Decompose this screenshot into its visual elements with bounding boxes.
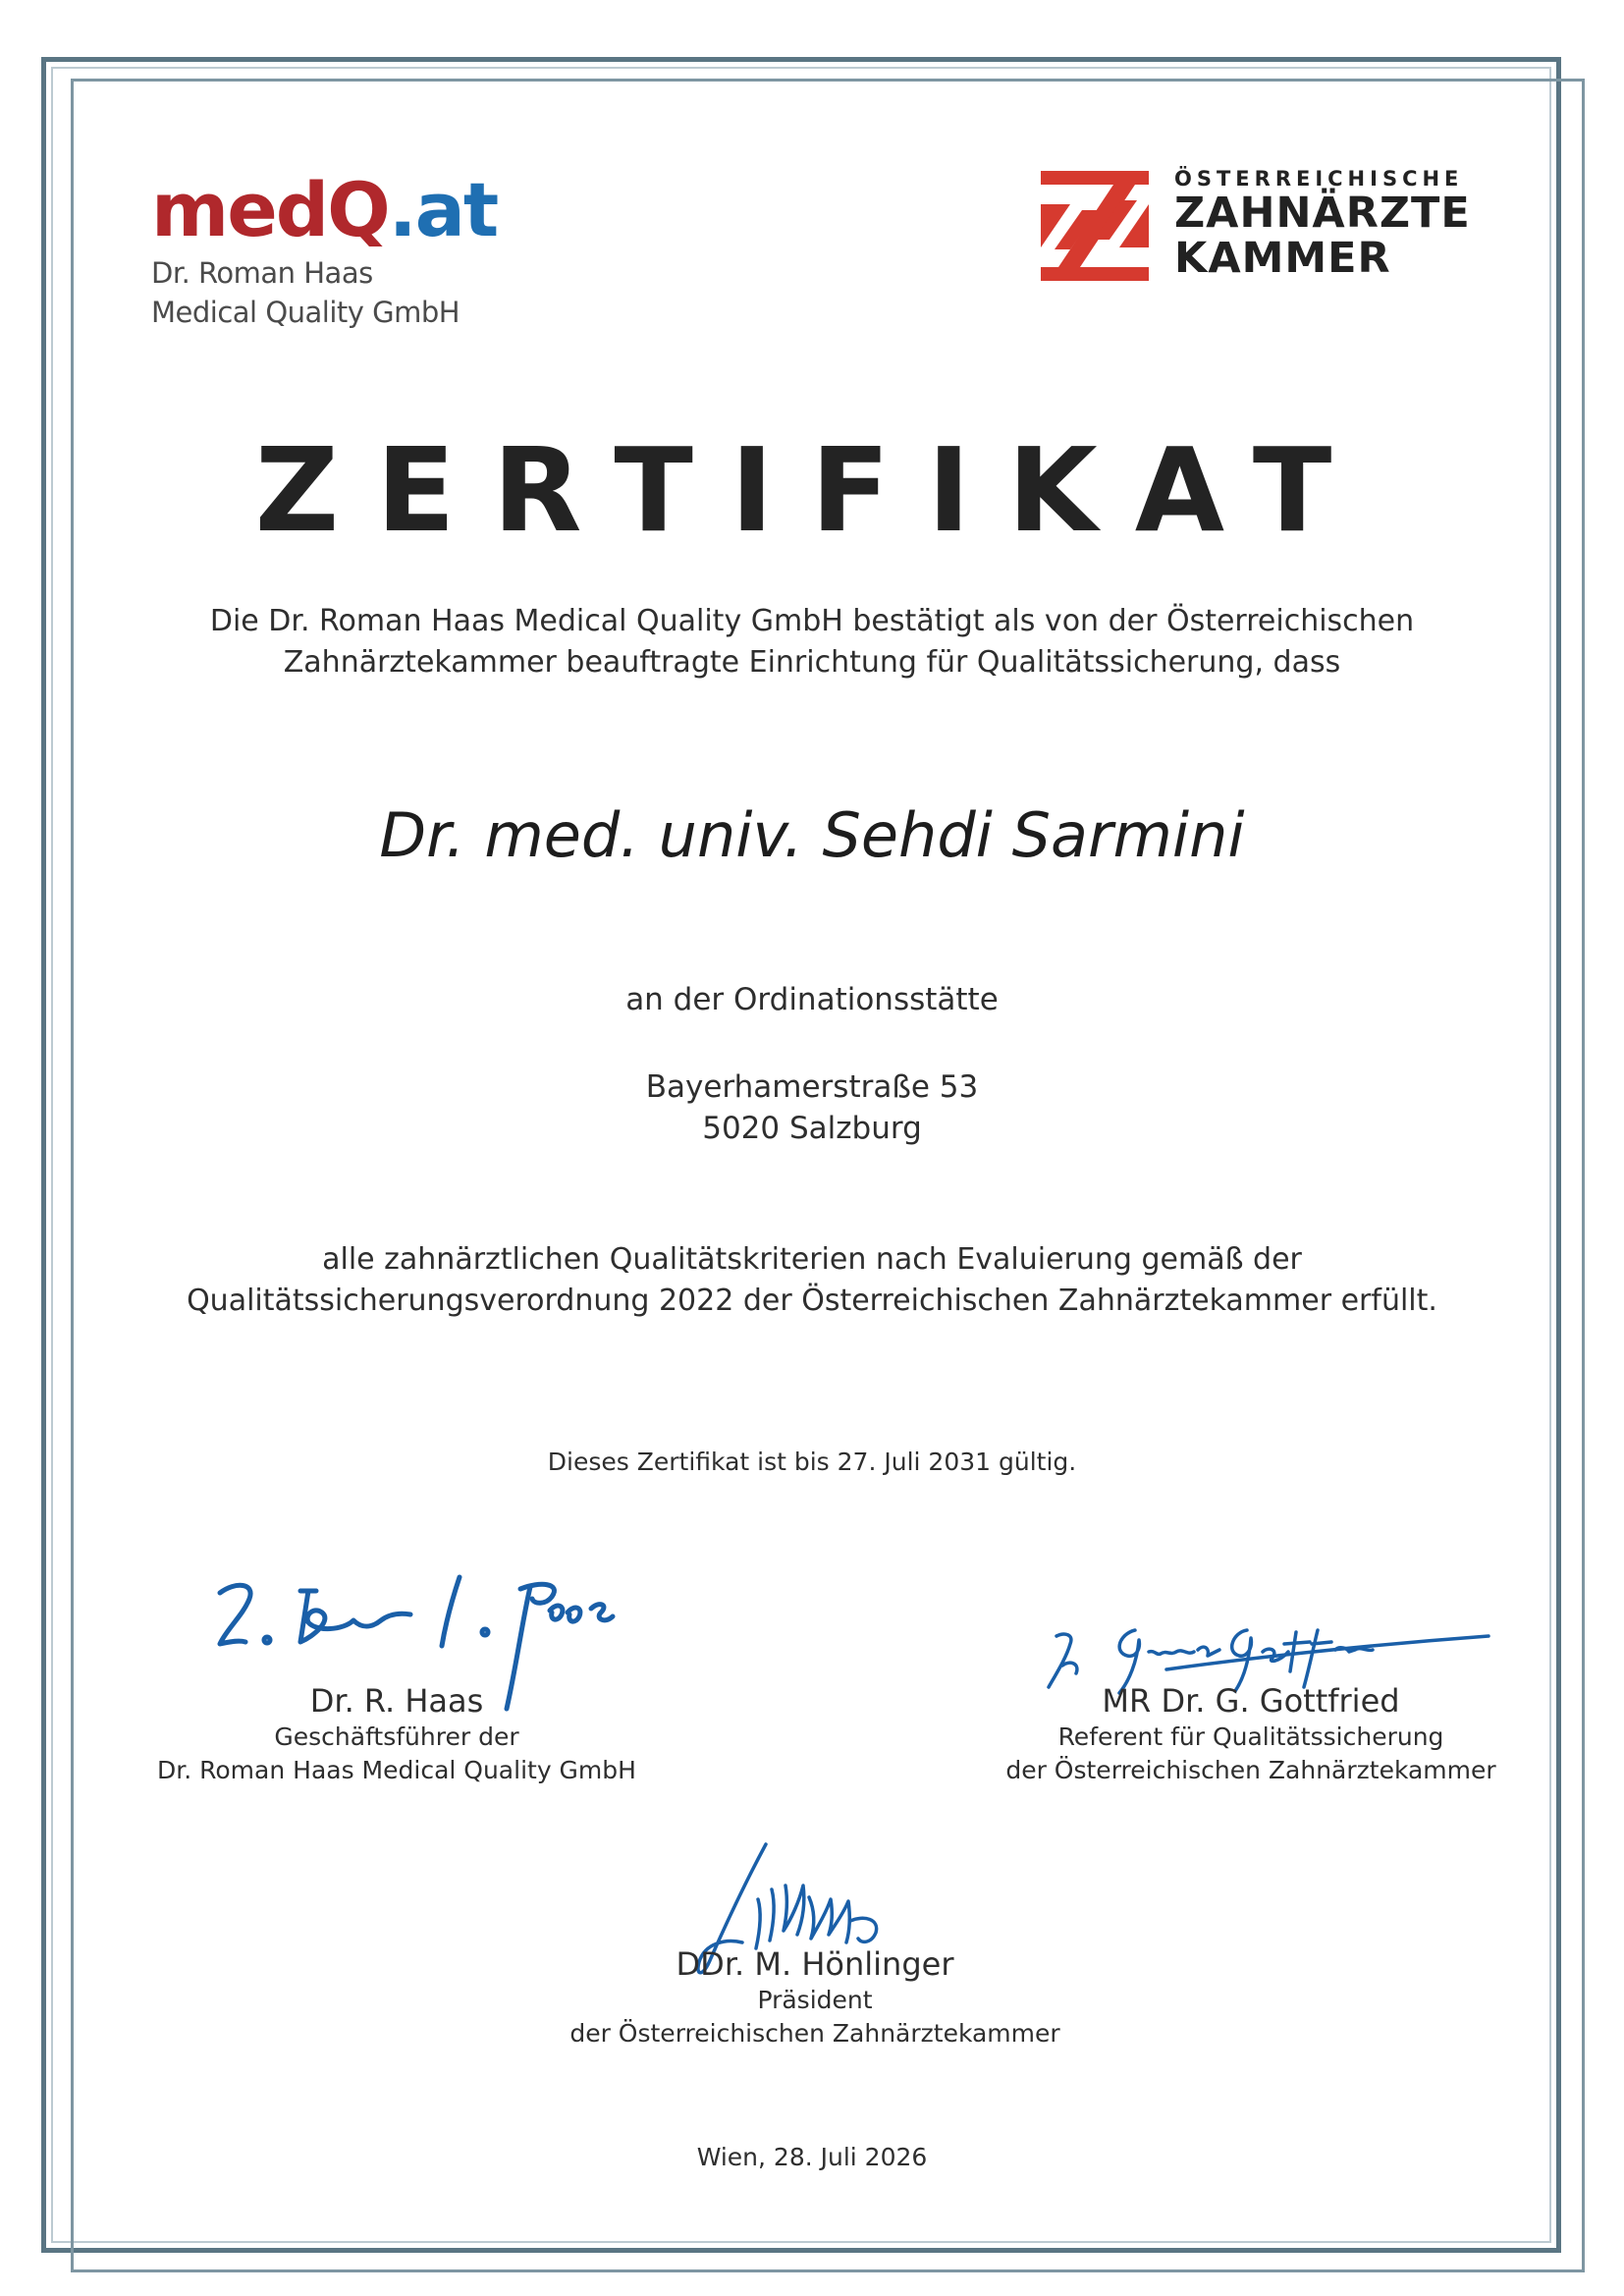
validity-statement: Dieses Zertifikat ist bis 27. Juli 2031 gültig. (547, 1448, 1077, 1476)
criteria-line-2: Qualitätssicherungsverordnung 2022 der Österreichischen Zahnärztekammer erfüllt. (187, 1284, 1437, 1318)
recipient-name: Dr. med. univ. Sehdi Sarmini (379, 799, 1245, 871)
zahnaerztekammer-line2: ZAHNÄRZTE (1174, 189, 1471, 238)
address-city: 5020 Salzburg (702, 1111, 922, 1146)
signatory-hoeninger-role-2: der Österreichischen Zahnärztekammer (569, 2019, 1060, 2048)
signatory-haas-role-1: Geschäftsführer der (274, 1722, 519, 1751)
medq-subtitle (151, 253, 497, 332)
certificate-intro (0, 601, 1624, 683)
signatory-gottfried (976, 1681, 1526, 1787)
signatory-hoeninger-name: DDr. M. Hönlinger (676, 1945, 954, 1983)
zahnaerztekammer-line3: KAMMER (1174, 234, 1391, 283)
signatory-hoeninger-role-1: Präsident (757, 1986, 873, 2014)
signatory-gottfried-role-1: Referent für Qualitätssicherung (1057, 1722, 1444, 1751)
zahnaerztekammer-wordmark (1174, 167, 1498, 281)
medq-subtitle-line2: Medical Quality GmbH (151, 296, 460, 329)
practice-address (0, 1066, 1624, 1149)
criteria-statement (0, 1239, 1624, 1322)
medq-domain-part: .at (388, 166, 498, 253)
zahnaerztekammer-emblem-icon (1041, 171, 1149, 281)
location-intro: an der Ordinationsstätte (625, 982, 999, 1017)
intro-line-1: Die Dr. Roman Haas Medical Quality GmbH bestätigt als von der Österreichischen (209, 604, 1415, 638)
signatory-haas-name: Dr. R. Haas (309, 1682, 484, 1720)
zahnaerztekammer-line1: ÖSTERREICHISCHE (1174, 167, 1464, 191)
certificate-title: ZERTIFIKAT (254, 422, 1370, 558)
medq-logo (151, 166, 498, 332)
signatory-haas-role-2: Dr. Roman Haas Medical Quality GmbH (157, 1756, 636, 1784)
signatory-gottfried-role-2: der Österreichischen Zahnärztekammer (1005, 1756, 1496, 1784)
medq-subtitle-line1: Dr. Roman Haas (151, 256, 373, 290)
medq-wordmark (151, 166, 498, 253)
signatory-gottfried-name: MR Dr. G. Gottfried (1102, 1682, 1400, 1720)
criteria-line-1: alle zahnärztlichen Qualitätskriterien nach Evaluierung gemäß der (322, 1242, 1302, 1277)
signatory-hoeninger (550, 1944, 1080, 2050)
intro-line-2: Zahnärztekammer beauftragte Einrichtung für Qualitätssicherung, dass (283, 645, 1341, 680)
signatory-haas (141, 1681, 652, 1787)
address-street: Bayerhamerstraße 53 (645, 1069, 979, 1105)
place-and-date: Wien, 28. Juli 2026 (696, 2143, 928, 2171)
medq-brand-part: medQ (151, 166, 389, 253)
